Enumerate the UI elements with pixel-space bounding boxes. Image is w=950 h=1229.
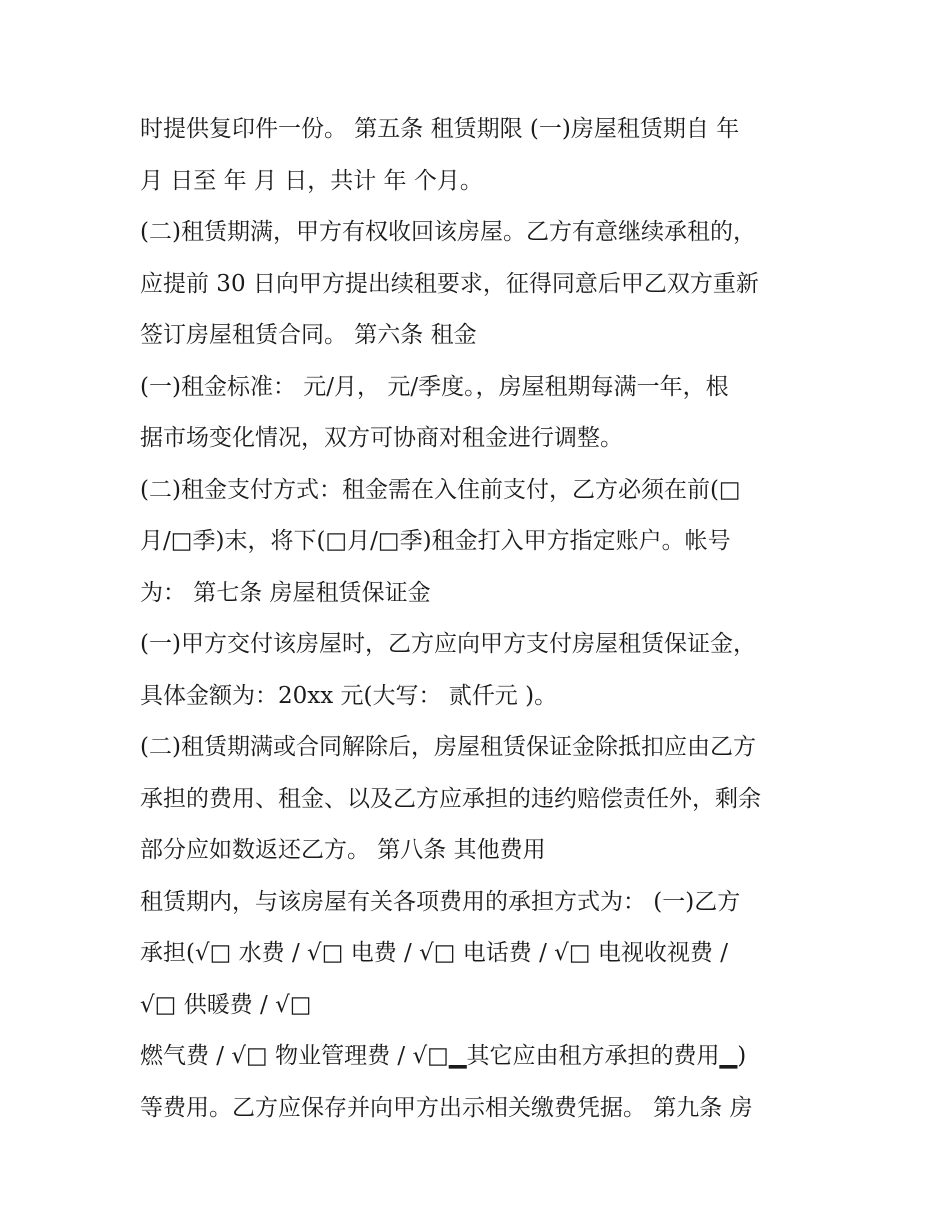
text-line: 等费用。乙方应保存并向甲方出示相关缴费凭据。 第九条 房	[140, 1094, 753, 1121]
text-line: √□ 供暖费 / √□	[140, 991, 312, 1018]
text-line: 应提前 30 日向甲方提出续租要求，征得同意后甲乙双方重新	[140, 270, 759, 297]
text-line: 具体金额为：20xx 元(大写： 贰仟元 )。	[140, 682, 558, 709]
text-line: (二)租赁期满或合同解除后，房屋租赁保证金除抵扣应由乙方	[140, 734, 756, 760]
text-line: (二)租赁期满，甲方有权收回该房屋。乙方有意继续承租的，	[140, 219, 756, 245]
text-line: 承担(√□ 水费 / √□ 电费 / √□ 电话费 / √□ 电视收视费 /	[140, 940, 728, 966]
text-line: 月 日至 年 月 日，共计 年 个月。	[140, 167, 483, 194]
text-line: 承担的费用、租金、以及乙方应承担的违约赔偿责任外，剩余	[140, 785, 761, 812]
text-line: 为： 第七条 房屋租赁保证金	[140, 579, 431, 606]
document-body	[140, 104, 840, 1134]
text-line: 租赁期内，与该房屋有关各项费用的承担方式为： (一)乙方	[140, 888, 741, 915]
text-line: (二)租金支付方式：租金需在入住前支付，乙方必须在前(□	[140, 476, 741, 503]
text-line: 时提供复印件一份。 第五条 租赁期限 (一)房屋租赁期自 年	[140, 116, 740, 142]
text-line: (一)租金标准： 元/月， 元/季度。，房屋租期每满一年，根	[140, 373, 729, 400]
text-line: 签订房屋租赁合同。 第六条 租金	[140, 322, 477, 348]
text-line: 燃气费 / √□ 物业管理费 / √□▁其它应由租方承担的费用▁)	[140, 1043, 747, 1069]
text-line: 月/□季)末，将下(□月/□季)租金打入甲方指定账户。帐号	[140, 528, 731, 554]
text-line: (一)甲方交付该房屋时，乙方应向甲方支付房屋租赁保证金，	[140, 631, 756, 657]
text-line: 部分应如数返还乙方。 第八条 其他费用	[140, 837, 546, 863]
text-line: 据市场变化情况，双方可协商对租金进行调整。	[140, 425, 623, 451]
